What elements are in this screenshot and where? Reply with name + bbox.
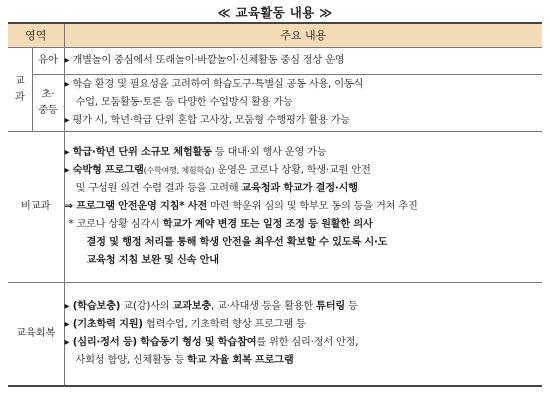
rec-l1c: 교과보충 [172, 301, 212, 312]
school-line-2: 수업, 모둠활동·토론 등 다양한 수업방식 활용 가능 [75, 97, 293, 108]
kinder-line-1: ▸ 개별놀이 중심에서 또래놀이·바깥놀이·신체활동 중심 정상 운영 [64, 55, 345, 66]
table-title: ≪ 교육활동 내용 ≫ [217, 5, 333, 20]
extra-l1b: 등 대내·외 행사 운영 가능 [211, 147, 327, 158]
recovery-line-4 [65, 352, 542, 370]
area-recovery: 교육회복 [8, 283, 64, 387]
extra-l2a: ▸ 숙박형 프로그램 [64, 165, 144, 176]
extra-l2b: (수학여행, 체험학습) [143, 166, 215, 175]
extra-line-1 [65, 144, 542, 162]
extra-line-6: 결정 및 행정 처리를 통해 학생 안전을 최우선 확보할 수 있도록 시·도 [86, 237, 388, 248]
row-kinder [8, 48, 542, 75]
extra-l1a: ▸ 학급·학년 단위 소규모 체험활동 [64, 147, 212, 158]
rec-l3c: 를 위한 심리·정서 안정, [256, 337, 359, 348]
recovery-line-3 [65, 334, 542, 352]
school-content [64, 75, 542, 132]
row-recovery [8, 283, 542, 387]
extra-l5b: 학교가 계약 변경 또는 일정 조정 등 원활한 의사 [162, 219, 373, 230]
extra-l2c: 운영은 코로나 상황, 학생·교원 안전 [214, 165, 371, 176]
rec-l4a: 사회성 함양, 신체활동 등 [75, 355, 188, 366]
rec-l1f: 등 [344, 301, 358, 312]
extra-line-2 [65, 162, 542, 180]
extra-line-5 [65, 216, 542, 234]
rec-l1e: 튜터링 [316, 301, 345, 312]
extra-l5a: * 코로나 상황 심각시 [68, 219, 163, 230]
row-extracurricular [8, 132, 542, 283]
rec-l2a: ▸ (기초학력 지원) [64, 319, 143, 330]
extra-l4a: ⇒ 프로그램 안전운영 지침* 사전 [64, 201, 208, 212]
row-school [8, 75, 542, 132]
header-area: 영역 [8, 23, 64, 48]
extracurricular-content [64, 132, 542, 283]
rec-l4b: 학교 자율 회복 프로그램 [187, 355, 294, 366]
header-content: 주요 내용 [64, 23, 542, 48]
rec-l3b: 학습동기 형성 및 학습참여 [136, 337, 257, 348]
school-line-3: ▸ 평가 시, 학년·학급 단위 혼합 고사장, 모둠형 수행평가 활용 가능 [64, 115, 350, 126]
rec-l2b: 협력수업, 기초학력 향상 프로그램 등 [142, 319, 306, 330]
area-extracurricular: 비교과 [8, 132, 64, 283]
recovery-line-2 [65, 316, 542, 334]
header-row [8, 23, 542, 48]
school-label-1: 초· [41, 89, 55, 100]
rec-l1a: ▸ (학습보충) [64, 301, 121, 312]
recovery-line-1 [65, 298, 542, 316]
extra-line-4 [65, 198, 542, 216]
area-curriculum [8, 48, 32, 132]
extra-line-7: 교육청 지침 보완 및 신속 안내 [86, 255, 219, 266]
sub-kinder: 유아 [32, 48, 64, 75]
curriculum-label-2: 과 [14, 91, 25, 103]
rec-l3a: ▸ (심리·정서 등) [64, 337, 137, 348]
kinder-content [64, 48, 542, 75]
rec-l1b: 교(강)사의 [120, 301, 173, 312]
school-line-1: ▸ 학습 환경 및 필요성을 고려하여 학습도구·특별실 공동 사용, 이동식 [64, 79, 364, 90]
education-activity-table [8, 22, 542, 387]
extra-l3a: 및 구성원 의견 수렴 결과 등을 고려해 [75, 183, 242, 194]
school-label-2: 중등 [38, 105, 58, 116]
rec-l1d: , 교·사대생 등을 활용한 [211, 301, 317, 312]
sub-school [32, 75, 64, 132]
extra-l3b: 교육청과 학교가 결정·시행 [241, 183, 358, 194]
recovery-content [64, 283, 542, 387]
extra-line-3 [65, 180, 542, 198]
curriculum-label-1: 교 [14, 75, 25, 87]
extra-l4b: 마련 학운위 심의 및 학부모 동의 등을 거쳐 추진 [207, 201, 418, 212]
